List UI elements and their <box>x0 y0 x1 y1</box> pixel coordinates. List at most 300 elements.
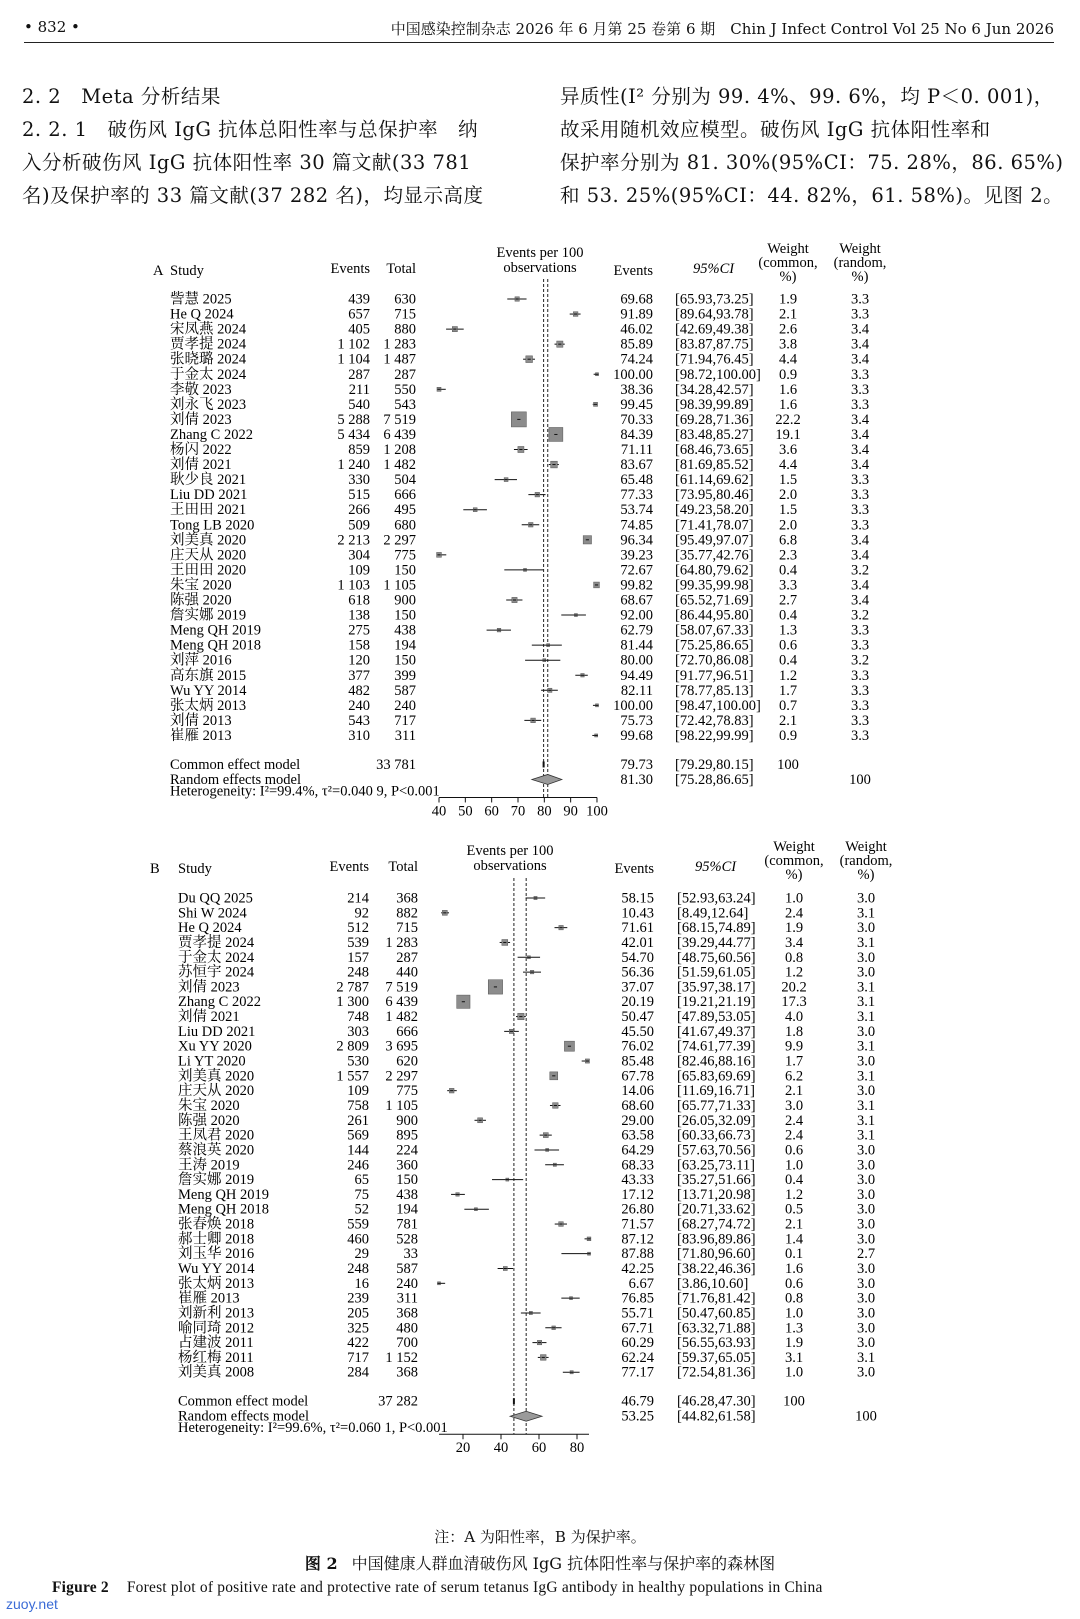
events-count: 29 <box>354 1246 369 1263</box>
total-count: 1 487 <box>383 351 416 368</box>
events-count: 5 288 <box>337 411 370 428</box>
study-name: 郝士卿 2018 <box>178 1231 255 1248</box>
weight-common: 2.7 <box>778 592 798 609</box>
event-rate: 43.33 <box>621 1172 654 1189</box>
total-count: 550 <box>394 381 416 398</box>
total-count: 311 <box>396 1290 418 1307</box>
weight-random: 3.3 <box>850 381 870 398</box>
col-header-total: Total <box>386 261 416 277</box>
events-count: 266 <box>348 502 370 519</box>
col-header-ci: 95%CI <box>693 261 735 277</box>
total-count: 630 <box>394 291 416 308</box>
event-rate: 82.11 <box>620 682 653 699</box>
event-rate: 85.89 <box>620 336 653 353</box>
col-header-weight-random: Weight <box>845 839 887 855</box>
weight-random: 3.3 <box>850 487 870 504</box>
confidence-interval: [58.07,67.33] <box>675 622 754 639</box>
total-count: 360 <box>396 1157 418 1174</box>
weight-common: 1.2 <box>784 1186 804 1203</box>
confidence-interval: [72.42,78.83] <box>675 712 754 729</box>
total-count: 900 <box>394 592 416 609</box>
x-axis-tick-label: 40 <box>493 1440 509 1457</box>
study-name: 宋凤燕 2024 <box>170 321 247 338</box>
events-count: 509 <box>348 517 370 534</box>
weight-random: 3.1 <box>856 1038 876 1055</box>
event-rate: 14.06 <box>621 1083 654 1100</box>
weight-common: 0.6 <box>784 1142 804 1159</box>
confidence-interval: [47.89,53.05] <box>677 1009 756 1026</box>
confidence-interval: [26.05,32.09] <box>677 1112 756 1129</box>
confidence-interval: [57.63,70.56] <box>677 1142 756 1159</box>
study-name: 刘倩 2021 <box>170 457 232 474</box>
confidence-interval: [75.25,86.65] <box>675 637 754 654</box>
confidence-interval: [48.75,60.56] <box>677 949 756 966</box>
confidence-interval: [11.69,16.71] <box>677 1083 755 1100</box>
events-count: 1 102 <box>337 336 370 353</box>
confidence-interval: [50.47,60.85] <box>677 1305 756 1322</box>
event-rate: 87.12 <box>621 1231 654 1248</box>
weight-common: 4.4 <box>778 351 798 368</box>
total-count: 33 <box>403 1246 418 1263</box>
confidence-interval: [3.86,10.60] <box>677 1275 749 1292</box>
weight-common: 2.1 <box>784 1083 804 1100</box>
event-rate: 53.74 <box>620 502 653 519</box>
confidence-interval: [42.69,49.38] <box>675 321 754 338</box>
watermark: zuoy.net <box>6 1596 58 1612</box>
weight-random: 3.0 <box>856 1364 876 1381</box>
study-name: Meng QH 2018 <box>170 637 262 654</box>
total-count: 438 <box>396 1186 418 1203</box>
total-count: 1 482 <box>385 1009 418 1026</box>
confidence-interval: [98.22,99.99] <box>675 727 754 744</box>
x-axis-tick-label: 50 <box>458 803 473 820</box>
weight-common: 4.4 <box>778 457 798 474</box>
confidence-interval: [78.77,85.13] <box>675 682 754 699</box>
col-header-weight-common: %) <box>785 867 803 883</box>
weight-common: 2.4 <box>784 1112 804 1129</box>
study-name: Shi W 2024 <box>178 905 247 922</box>
events-count: 515 <box>348 487 370 504</box>
events-count: 246 <box>347 1157 369 1174</box>
event-rate: 17.12 <box>621 1186 654 1203</box>
weight-common: 2.6 <box>778 321 798 338</box>
study-name: 张晓璐 2024 <box>170 351 247 368</box>
total-count: 2 297 <box>383 532 416 549</box>
study-name: Tong LB 2020 <box>170 517 255 534</box>
x-axis-tick-label: 90 <box>563 803 578 820</box>
weight-random: 3.3 <box>850 622 870 639</box>
weight-common: 1.9 <box>784 920 804 937</box>
confidence-interval: [73.95,80.46] <box>675 487 754 504</box>
weight-random: 3.0 <box>856 949 876 966</box>
confidence-interval: [8.49,12.64] <box>677 905 749 922</box>
weight-random: 3.3 <box>850 682 870 699</box>
event-rate: 83.67 <box>620 457 653 474</box>
study-name: 刘美真 2008 <box>178 1364 255 1381</box>
event-rate: 96.34 <box>620 532 653 549</box>
event-rate: 50.47 <box>621 1009 654 1026</box>
weight-random: 3.1 <box>856 1112 876 1129</box>
events-count: 211 <box>348 381 370 398</box>
total-count: 700 <box>396 1335 418 1352</box>
weight-random: 3.1 <box>856 1349 876 1366</box>
confidence-interval: [19.21,21.19] <box>677 994 756 1011</box>
study-name: 于金太 2024 <box>170 366 247 383</box>
confidence-interval: [86.44,95.80] <box>675 607 754 624</box>
events-count: 214 <box>347 890 369 907</box>
event-rate: 100.00 <box>613 697 653 714</box>
confidence-interval: [71.80,96.60] <box>677 1246 756 1263</box>
confidence-interval: [35.77,42.76] <box>675 547 754 564</box>
event-rate: 70.33 <box>620 411 653 428</box>
events-count: 310 <box>348 727 370 744</box>
col-header-weight-common: %) <box>779 269 797 285</box>
body-line: 2. 2. 1 破伤风 IgG 抗体总阳性率与总保护率 纳 <box>22 118 479 141</box>
event-rate: 56.36 <box>621 964 654 981</box>
study-name: 刘永飞 2023 <box>170 396 247 413</box>
total-count: 543 <box>394 396 416 413</box>
event-rate: 64.29 <box>621 1142 654 1159</box>
total-count: 1 152 <box>385 1349 418 1366</box>
weight-common: 0.8 <box>784 949 804 966</box>
event-rate: 94.49 <box>620 667 653 684</box>
col-header-weight-random: %) <box>857 867 875 883</box>
weight-common: 1.6 <box>778 396 798 413</box>
weight-random: 3.3 <box>850 667 870 684</box>
weight-common: 1.4 <box>784 1231 804 1248</box>
common-model-rate: 79.73 <box>620 756 653 773</box>
total-count: 1 283 <box>385 934 418 951</box>
study-name: 刘玉华 2016 <box>178 1246 255 1263</box>
total-count: 368 <box>396 1364 418 1381</box>
events-count: 109 <box>348 562 370 579</box>
study-name: He Q 2024 <box>178 920 242 937</box>
study-name: 詹实娜 2019 <box>170 607 247 624</box>
weight-common: 1.9 <box>784 1335 804 1352</box>
weight-common: 1.0 <box>784 1157 804 1174</box>
events-count: 240 <box>348 697 370 714</box>
weight-random: 3.3 <box>850 517 870 534</box>
random-model-ci: [44.82,61.58] <box>677 1408 756 1425</box>
weight-common: 3.6 <box>778 442 798 458</box>
page-header <box>24 18 1054 43</box>
weight-common: 0.5 <box>784 1201 804 1218</box>
events-count: 1 103 <box>337 577 370 594</box>
confidence-interval: [64.80,79.62] <box>675 562 754 579</box>
total-count: 240 <box>394 697 416 714</box>
event-rate: 91.89 <box>620 306 653 323</box>
events-count: 16 <box>354 1275 369 1292</box>
weight-common: 9.9 <box>784 1038 804 1055</box>
weight-random: 3.0 <box>856 1335 876 1352</box>
confidence-interval: [99.35,99.98] <box>675 577 754 594</box>
confidence-interval: [68.15,74.89] <box>677 920 756 937</box>
events-count: 758 <box>347 1097 369 1114</box>
events-count: 52 <box>354 1201 369 1218</box>
weight-common: 19.1 <box>775 426 801 443</box>
events-count: 158 <box>348 637 370 654</box>
events-count: 1 240 <box>337 457 370 474</box>
event-rate: 99.45 <box>620 396 653 413</box>
study-name: 庄天从 2020 <box>170 547 247 564</box>
confidence-interval: [13.71,20.98] <box>677 1186 756 1203</box>
weight-common: 1.0 <box>784 1364 804 1381</box>
x-axis-tick-label: 100 <box>586 803 608 820</box>
event-rate: 87.88 <box>621 1246 654 1263</box>
event-rate: 81.44 <box>620 637 653 654</box>
events-count: 5 434 <box>337 426 370 443</box>
event-rate: 62.24 <box>621 1349 654 1366</box>
weight-random: 3.1 <box>856 1127 876 1144</box>
total-count: 311 <box>394 727 416 744</box>
study-name: Zhang C 2022 <box>170 426 253 443</box>
confidence-interval: [83.87,87.75] <box>675 336 754 353</box>
event-rate: 71.57 <box>621 1216 654 1233</box>
col-header-events-rate: Events <box>613 263 653 279</box>
panel-label: B <box>150 861 160 877</box>
events-count: 539 <box>347 934 369 951</box>
weight-random: 3.3 <box>850 697 870 714</box>
event-rate: 29.00 <box>621 1112 654 1129</box>
weight-random: 3.0 <box>856 964 876 981</box>
weight-random: 3.3 <box>850 472 870 489</box>
weight-random: 3.0 <box>856 1216 876 1233</box>
weight-common: 3.1 <box>784 1349 804 1366</box>
x-axis-tick-label: 80 <box>569 1440 585 1457</box>
event-rate: 65.48 <box>620 472 653 489</box>
confidence-interval: [61.14,69.62] <box>675 472 754 489</box>
study-name: 张太炳 2013 <box>170 697 247 714</box>
weight-common: 1.9 <box>778 291 798 308</box>
weight-common: 6.2 <box>784 1068 804 1085</box>
event-rate: 10.43 <box>621 905 654 922</box>
event-rate: 80.00 <box>620 652 653 669</box>
event-rate: 37.07 <box>621 979 654 996</box>
total-count: 6 439 <box>383 426 416 443</box>
weight-random: 3.0 <box>856 1186 876 1203</box>
events-count: 303 <box>347 1023 369 1040</box>
events-count: 109 <box>347 1083 369 1100</box>
event-rate: 67.78 <box>621 1068 654 1085</box>
events-count: 284 <box>347 1364 369 1381</box>
col-header-total: Total <box>388 859 418 875</box>
confidence-interval: [89.64,93.78] <box>675 306 754 323</box>
events-count: 618 <box>348 592 370 609</box>
total-count: 666 <box>396 1023 418 1040</box>
col-header-weight-random: Weight <box>839 241 881 257</box>
x-axis-tick-label: 70 <box>510 803 526 820</box>
weight-random: 3.1 <box>856 1097 876 1114</box>
weight-common: 4.0 <box>784 1009 804 1026</box>
confidence-interval: [34.28,42.57] <box>675 381 754 398</box>
confidence-interval: [95.49,97.07] <box>675 532 754 549</box>
study-name: 苏恒宇 2024 <box>178 964 255 981</box>
weight-common: 2.1 <box>784 1216 804 1233</box>
confidence-interval: [98.72,100.00] <box>675 366 761 383</box>
study-name: Liu DD 2021 <box>170 487 248 504</box>
total-count: 6 439 <box>385 994 418 1011</box>
study-name: 贾孝提 2024 <box>178 934 255 951</box>
events-count: 2 809 <box>336 1038 369 1055</box>
event-rate: 85.48 <box>621 1053 654 1070</box>
confidence-interval: [83.96,89.86] <box>677 1231 756 1248</box>
col-header-study: Study <box>170 263 204 279</box>
total-count: 1 283 <box>383 336 416 353</box>
event-rate: 20.19 <box>621 994 654 1011</box>
weight-common: 0.4 <box>784 1172 804 1189</box>
weight-common: 3.3 <box>778 577 798 594</box>
weight-random: 3.3 <box>850 637 870 654</box>
weight-common: 2.1 <box>778 306 798 323</box>
confidence-interval: [71.41,78.07] <box>675 517 754 534</box>
common-model-label: Common effect model <box>178 1393 309 1410</box>
event-rate: 74.24 <box>620 351 653 368</box>
event-rate: 39.23 <box>620 547 653 564</box>
study-name: 张太炳 2013 <box>178 1275 255 1292</box>
events-count: 275 <box>348 622 370 639</box>
events-count: 330 <box>348 472 370 489</box>
total-count: 1 208 <box>383 442 416 458</box>
event-rate: 45.50 <box>621 1023 654 1040</box>
study-name: 刘新利 2013 <box>178 1305 255 1322</box>
event-rate: 67.71 <box>621 1320 654 1337</box>
page-number: • 832 • <box>24 18 80 36</box>
confidence-interval: [35.27,51.66] <box>677 1172 756 1189</box>
weight-random: 3.0 <box>856 1275 876 1292</box>
study-name: Xu YY 2020 <box>178 1038 252 1055</box>
weight-common: 3.0 <box>784 1097 804 1114</box>
weight-common: 0.9 <box>778 727 798 744</box>
body-line: 和 53. 25%(95%CI：44. 82%，61. 58%)。见图 2。 <box>560 184 1064 207</box>
event-rate: 55.71 <box>621 1305 654 1322</box>
panel-label: A <box>153 263 164 279</box>
total-count: 150 <box>394 607 416 624</box>
total-count: 1 482 <box>383 457 416 474</box>
total-count: 620 <box>396 1053 418 1070</box>
events-count: 304 <box>348 547 370 564</box>
col-header-plot: Events per 100 <box>496 245 584 261</box>
col-header-weight-random: %) <box>851 269 869 285</box>
confidence-interval: [81.69,85.52] <box>675 457 754 474</box>
total-count: 1 105 <box>385 1097 418 1114</box>
weight-random: 3.3 <box>850 712 870 729</box>
total-count: 775 <box>394 547 416 564</box>
forest-plot-a <box>0 235 1080 825</box>
weight-random: 3.3 <box>850 727 870 744</box>
weight-random: 3.1 <box>856 905 876 922</box>
col-header-weight-common: Weight <box>767 241 809 257</box>
body-line: 保护率分别为 81. 30%(95%CI：75. 28%，86. 65%) <box>560 151 1064 174</box>
weight-random: 3.2 <box>850 562 870 579</box>
weight-random: 3.3 <box>850 366 870 383</box>
total-count: 150 <box>394 652 416 669</box>
weight-random: 3.0 <box>856 1172 876 1189</box>
confidence-interval: [71.94,76.45] <box>675 351 754 368</box>
section-heading: 2. 2 Meta 分析结果 <box>22 85 221 108</box>
events-count: 543 <box>348 712 370 729</box>
common-model-total: 33 781 <box>376 756 416 773</box>
random-model-diamond <box>510 1411 542 1421</box>
total-count: 7 519 <box>385 979 418 996</box>
study-name: He Q 2024 <box>170 306 234 323</box>
weight-random: 3.4 <box>850 426 870 443</box>
study-name: Wu YY 2014 <box>170 682 247 699</box>
weight-random: 3.0 <box>856 1290 876 1307</box>
events-count: 439 <box>348 291 370 308</box>
weight-common: 3.8 <box>778 336 798 353</box>
study-name: 陈强 2020 <box>170 592 232 609</box>
study-name: 朱宝 2020 <box>170 577 232 594</box>
events-count: 205 <box>347 1305 369 1322</box>
total-count: 287 <box>396 949 418 966</box>
event-rate: 68.60 <box>621 1097 654 1114</box>
total-count: 1 105 <box>383 577 416 594</box>
event-rate: 42.25 <box>621 1261 654 1277</box>
confidence-interval: [65.83,69.69] <box>677 1068 756 1085</box>
weight-random: 3.4 <box>850 442 870 458</box>
events-count: 460 <box>347 1231 369 1248</box>
events-count: 1 557 <box>336 1068 369 1085</box>
random-model-weight: 100 <box>855 1408 877 1425</box>
x-axis-tick-label: 80 <box>537 803 552 820</box>
study-name: Meng QH 2019 <box>170 622 262 639</box>
weight-random: 3.0 <box>856 1305 876 1322</box>
event-rate: 42.01 <box>621 934 654 951</box>
confidence-interval: [72.70,86.08] <box>675 652 754 669</box>
confidence-interval: [51.59,61.05] <box>677 964 756 981</box>
weight-common: 0.9 <box>778 366 798 383</box>
study-name: 杨闪 2022 <box>170 442 232 458</box>
confidence-interval: [65.93,73.25] <box>675 291 754 308</box>
event-rate: 76.02 <box>621 1038 654 1055</box>
total-count: 438 <box>394 622 416 639</box>
weight-common: 0.4 <box>778 652 798 669</box>
weight-common: 1.8 <box>784 1023 804 1040</box>
study-name: 蔡浪英 2020 <box>178 1142 255 1159</box>
weight-random: 3.4 <box>850 547 870 564</box>
events-count: 144 <box>347 1142 369 1159</box>
x-axis-tick-label: 60 <box>531 1440 547 1457</box>
confidence-interval: [39.29,44.77] <box>677 934 756 951</box>
weight-common: 1.6 <box>784 1261 804 1277</box>
weight-common: 1.3 <box>784 1320 804 1337</box>
weight-random: 3.4 <box>850 411 870 428</box>
event-rate: 71.11 <box>620 442 653 458</box>
confidence-interval: [65.52,71.69] <box>675 592 754 609</box>
confidence-interval: [68.46,73.65] <box>675 442 754 458</box>
weight-random: 3.0 <box>856 1023 876 1040</box>
study-name: 詹实娜 2019 <box>178 1172 255 1189</box>
confidence-interval: [63.25,73.11] <box>677 1157 755 1174</box>
random-model-weight: 100 <box>849 771 871 788</box>
weight-random: 3.1 <box>856 994 876 1011</box>
weight-common: 1.5 <box>778 472 798 489</box>
events-count: 2 213 <box>337 532 370 549</box>
weight-common: 17.3 <box>781 994 807 1011</box>
event-rate: 63.58 <box>621 1127 654 1144</box>
col-header-events: Events <box>329 859 369 875</box>
total-count: 440 <box>396 964 418 981</box>
total-count: 587 <box>394 682 416 699</box>
study-name: 訾慧 2025 <box>170 291 232 308</box>
col-header-weight-random: (random, <box>839 853 893 869</box>
confidence-interval: [82.46,88.16] <box>677 1053 756 1070</box>
weight-random: 3.3 <box>850 396 870 413</box>
event-rate: 77.33 <box>620 487 653 504</box>
event-rate: 99.82 <box>620 577 653 594</box>
weight-random: 3.0 <box>856 1142 876 1159</box>
weight-common: 2.0 <box>778 517 798 534</box>
